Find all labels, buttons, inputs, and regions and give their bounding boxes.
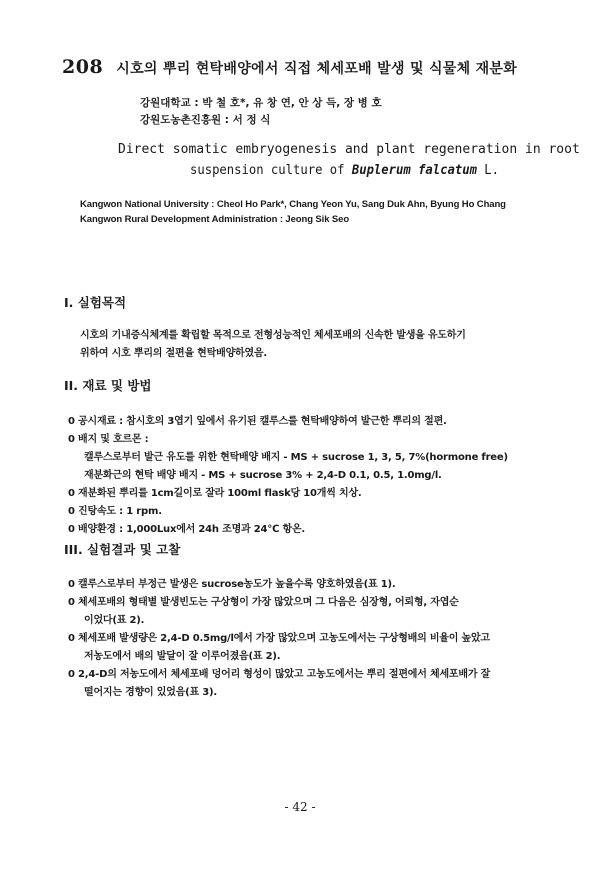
methods-line: 재분화근의 현탁 배양 배지 - MS + sucrose 3% + 2,4-D 0.1, 0.5, 1.0mg/l. xyxy=(84,470,442,481)
results-line: 떨어지는 경향이 있었음(표 3). xyxy=(84,687,218,698)
english-affiliation-1: Kangwon National University : Cheol Ho Park*, Chang Yeon Yu, Sang Duk Ahn, Byung Ho Chang xyxy=(80,199,506,210)
results-line: 이었다(표 2). xyxy=(84,615,145,626)
english-title-line-2 xyxy=(190,161,585,181)
methods-line: 0 재분화된 뿌리를 1cm길이로 잘라 100ml flask당 10개씩 치상. xyxy=(68,488,362,499)
purpose-line-2: 위하여 시호 뿌리의 절편을 현탁배양하였음. xyxy=(80,348,268,359)
methods-line: 0 진탕속도 : 1 rpm. xyxy=(68,506,162,517)
korean-affiliation-1: 강원대학교 : 박 철 호*, 유 창 연, 안 상 득, 장 병 호 xyxy=(140,97,382,109)
methods-line: 0 배지 및 호르몬 : xyxy=(68,434,149,445)
methods-line: 캘루스로부터 발근 유도를 위한 현탁배양 배지 - MS + sucrose 1, 3, 5, 7%(hormone free) xyxy=(84,452,508,463)
methods-line: 0 공시재료 : 참시호의 3엽기 잎에서 유기된 캘루스를 현탁배양하여 발근한 뿌리의 절편. xyxy=(68,416,447,427)
english-title-suffix: L. xyxy=(476,163,500,178)
english-title-prefix: suspension culture of xyxy=(190,163,352,178)
section-heading-purpose: I. 실험목적 xyxy=(64,295,127,310)
results-line: 0 체세포배 발생량은 2,4-D 0.5mg/l에서 가장 많았으며 고농도에서는 구상형배의 비율이 높았고 xyxy=(68,633,490,644)
methods-line: 0 배양환경 : 1,000Lux에서 24h 조명과 24℃ 항온. xyxy=(68,524,306,535)
section-heading-results: III. 실험결과 및 고찰 xyxy=(64,542,181,557)
section-heading-methods: II. 재료 및 방법 xyxy=(64,378,152,393)
korean-title: 시호의 뿌리 현탁배양에서 직접 체세포배 발생 및 식물체 재분화 xyxy=(116,61,518,77)
page-number: - 42 - xyxy=(284,800,316,814)
results-line: 0 2,4-D의 저농도에서 체세포배 덩어리 형성이 많았고 고농도에서는 뿌리 절편에서 체세포배가 잘 xyxy=(68,669,491,680)
results-line: 0 체세포배의 형태별 발생빈도는 구상형이 가장 많았으며 그 다음은 심장형, 어뢰형, 자엽순 xyxy=(68,597,459,608)
paper-title xyxy=(62,56,582,78)
purpose-line-1: 시호의 기내증식체계를 확립할 목적으로 전형성능적인 체세포배의 신속한 발생을 유도하기 xyxy=(80,330,466,341)
abstract-number: 208 xyxy=(62,56,104,78)
species-name: Buplerum falcatum xyxy=(351,163,477,178)
english-title-line-1: Direct somatic embryogenesis and plant regeneration in root xyxy=(118,142,580,157)
results-line: 저농도에서 배의 발달이 잘 이루어졌음(표 2). xyxy=(84,651,281,662)
korean-affiliation-2: 강원도농촌진흥원 : 서 정 식 xyxy=(140,114,271,126)
english-affiliation-2: Kangwon Rural Development Administration : Jeong Sik Seo xyxy=(80,214,350,225)
results-line: 0 캘루스로부터 부정근 발생은 sucrose농도가 높을수록 양호하였음(표 1). xyxy=(68,579,396,590)
